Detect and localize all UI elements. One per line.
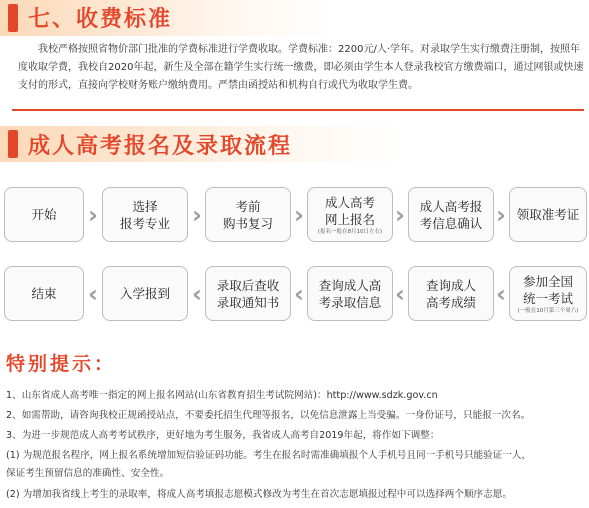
step-label: 结束	[31, 286, 57, 301]
step-receive-notice	[205, 266, 291, 321]
double-chevron-icon: ‹	[192, 280, 202, 308]
fees-paragraph: 我校严格按照省物价部门批准的学费标准进行学费收取。学费标准：2200元/人·学年。对录取学生实行缴费注册制，按照年度收取学费，我校自2020年起，新生及全部在籍学生实行统一缴费，即必须由学生本人登录我校官方缴费端口，通过网银或快速支付的形式，直接向学校财务账户缴纳费用。严禁由函授站和机构自行或代为收取学生费。	[18, 44, 584, 91]
tip-line: 保证考生预留信息的准确性、安全性。	[6, 468, 170, 479]
tip-line: (1) 为规范报名程序，网上报名系统增加短信验证码功能。考生在报名时需准确填报个人手机号且同一手机号只能验证一人，	[6, 450, 532, 461]
double-chevron-icon: ‹	[395, 280, 405, 308]
tip-line: 1、山东省成人高考唯一指定的网上报名网站(山东省教育招生考试院网站)：http://www.sdzk.gov.cn	[6, 390, 438, 401]
step-start	[4, 187, 84, 242]
step-admission-ticket	[509, 187, 587, 242]
tip-line: 3、为进一步规范成人高考考试秩序，更好地为考生服务，我省成人高考自2019年起，将作如下调整：	[6, 430, 440, 441]
double-chevron-icon: ›	[395, 201, 405, 229]
step-online-registration	[307, 187, 393, 242]
step-buy-books	[205, 187, 291, 242]
step-info-confirmation	[408, 187, 494, 242]
step-label: 录取后查收 录取通知书	[216, 277, 280, 310]
banner-accent-bar	[8, 130, 18, 158]
step-label: 查询成人高 考录取信息	[318, 277, 382, 310]
section-banner-fees	[0, 0, 330, 36]
tip-line: 2、如需帮助，请咨询我校正规函授站点，不要委托招生代理等报名，以免信息泄露上当受骗。一身份证号，只能报一次名。	[6, 410, 531, 421]
step-label: 领取准考证	[516, 207, 580, 222]
step-check-admission	[307, 266, 393, 321]
step-label: 成人高考 网上报名	[324, 194, 375, 227]
double-chevron-icon: ‹	[496, 280, 506, 308]
double-chevron-icon: ‹	[88, 280, 98, 308]
step-end	[4, 266, 84, 321]
step-note: (一般在10月第三个周六)	[517, 307, 579, 314]
step-check-scores	[408, 266, 494, 321]
divider-line	[12, 109, 584, 111]
section-banner-process	[0, 126, 400, 162]
step-label: 成人高考报 考信息确认	[419, 198, 483, 231]
double-chevron-icon: ›	[496, 201, 506, 229]
double-chevron-icon: ›	[192, 201, 202, 229]
step-label: 开始	[31, 207, 57, 222]
double-chevron-icon: ›	[294, 201, 304, 229]
section-title-fees: 七、收费标准	[28, 7, 173, 32]
double-chevron-icon: ›	[88, 201, 98, 229]
step-label: 查询成人 高考成绩	[425, 277, 476, 310]
tips-title: 特别提示：	[6, 353, 117, 375]
banner-accent-bar	[8, 4, 18, 32]
step-enrollment	[102, 266, 188, 321]
step-note: (报名一般在8月10日左右)	[317, 228, 383, 235]
step-label: 选择 报考专业	[119, 198, 170, 231]
step-label: 入学报到	[119, 286, 170, 301]
step-national-exam	[509, 266, 587, 321]
tip-line: (2) 为增加我省线上考生的录取率，将成人高考填报志愿模式修改为考生在首次志愿填报过程中可以选择两个顺序志愿。	[6, 489, 512, 500]
step-choose-major	[102, 187, 188, 242]
step-label: 参加全国 统一考试	[522, 273, 573, 306]
section-title-process: 成人高考报名及录取流程	[28, 134, 293, 159]
double-chevron-icon: ‹	[294, 280, 304, 308]
step-label: 考前 购书复习	[222, 198, 273, 231]
